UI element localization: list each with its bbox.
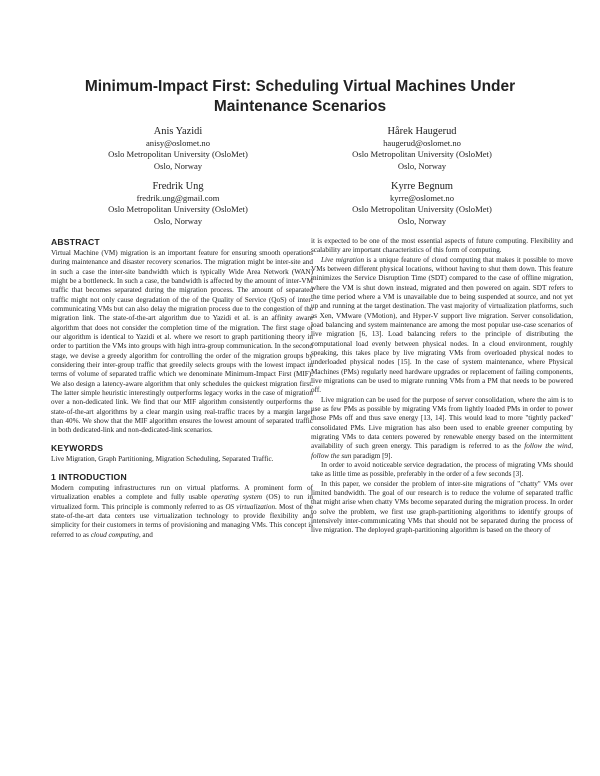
body-paragraph: In this paper, we consider the problem of inter-site migrations of "chatty" VMs over limited bandwidth. The goal of our research is to reduce the volume of separated traffic that might arise when chatty VMs become separated during the migration process. In order to solve the problem, we first use graph-partitioning algorithms to identify groups of intensively inter-communicating VMs that should not be separated during the process of live migration. The deployed graph-partitioning algorithm is based on the theory of [311,479,573,535]
author-block-2 [302,125,542,172]
author-email: haugerud@oslomet.no [383,138,461,148]
author-affiliation: Oslo Metropolitan University (OsloMet) [108,204,248,215]
author-email: fredrik.ung@gmail.com [136,193,220,203]
author-block-1 [58,125,298,172]
author-email: kyrre@oslomet.no [390,193,454,203]
body-paragraph: In order to avoid noticeable service degradation, the process of migrating VMs should take as little time as possible, preferably in the order of a few seconds [3]. [311,460,573,479]
author-affiliation: Oslo Metropolitan University (OsloMet) [352,149,492,160]
author-block-4 [302,180,542,227]
author-location: Oslo, Norway [153,160,203,171]
author-name: Kyrre Begnum [390,181,454,192]
keywords-heading: KEYWORDS [51,442,104,453]
author-affiliation: Oslo Metropolitan University (OsloMet) [108,149,248,160]
author-name: Fredrik Ung [152,181,204,192]
abstract-heading: ABSTRACT [51,237,100,247]
author-name: Hårek Haugerud [387,126,457,137]
right-column [311,237,573,536]
author-location: Oslo, Norway [397,160,447,171]
body-paragraph: it is expected to be one of the most essential aspects of future computing. Flexibility and scalability are important characteristics of this form of computing. [311,237,573,255]
author-location: Oslo, Norway [397,215,447,226]
author-affiliation: Oslo Metropolitan University (OsloMet) [352,204,492,215]
author-name: Anis Yazidi [153,126,203,137]
keywords-text: Live Migration, Graph Partitioning, Migration Scheduling, Separated Traffic. [51,454,274,463]
author-block-3 [58,180,298,227]
abstract-text: Virtual Machine (VM) migration is an important feature for ensuring smooth operations during maintenance and disaster recovery scenarios. The migration might be inter-site and in such a case the inter-site bandwidth which is typically Wide Area Network (WAN) might be a bottleneck. In such a case, the bandwidth is affected by the amount of inter-VM traffic that becomes separated during the migration process. The amount of separated traffic might not only cause degradation of the of the Quality of Service (QoS) of inter-communicating VMs but can also delay the migration process due to the congestion of the migration link. The state-of-the-art algorithm due to Yazidi et al. is an affinity aware algorithm that does not consider the completion time of the migration. The first stage of our algorithm is identical to Yazidi et al. where we resort to graph partitioning theory in order to partition the VMs into groups with high intra-group communication. In the second stage, we devise a greedy algorithm for controlling the order of the migration groups by considering their inter-group traffic that greedily selects groups with the lowest impact in terms of volume of separated traffic which we denominate Minimum-Impact First (MIF). We also design a latency-aware algorithm that only schedules the quickest migration first. The latter simple heuristic interestingly outperforms legacy works in the case of migration over a non-dedicated link. We find that our MIF algorithm consistently outperforms the state-of-the-art algorithms by a clear margin using real-traffic traces by a margin larger than 40%. We show that the MIF algorithm ensures the lowest amount of separated traffic in both dedicated-link and non-dedicated-link scenarios. [51,249,313,435]
body-paragraph: Live migration is a unique feature of cloud computing that makes it possible to move VMs between different physical locations, without having to shut them down. This feature minimizes the Service Disruption Time (SDT) compared to the case of offline migration, where the VM is shut down instead, migrated and then powered on again. SDT refers to the time period where a VM is unavailable due to being suspended at source, and not yet up and running at the target destination. The vast majority of virtualization platforms, such as Xen, VMware (VMotion), and Hyper-V support live migration. Server consolidation, load balancing and system maintenance are among the most popular use-case scenarios of live migration [6, 13]. Load balancing refers to the principle of distributing the computational load evenly between physical nodes. In a cloud environment, roughly speaking, this takes place by live migrating VMs from overloaded physical nodes to underloaded physical nodes [15]. In the case of system maintenance, where Physical Machines (PMs) regularly need hardware upgrades or replacement of failing components, live migrations can be used to migrate running VMs from a PM that needs to be powered off. [311,255,573,395]
author-location: Oslo, Norway [153,215,203,226]
introduction-heading: 1 INTRODUCTION [51,471,127,482]
left-column [51,237,313,540]
introduction-paragraph: Modern computing infrastructures run on virtual platforms. A prominent form of virtualization enables a complete and fully usable operating system (OS) to run in virtualized form. This principle is commonly referred to as OS virtualization. Most of the state-of-the-art data centers use virtualization technology to provide flexibility and simplicity for their customers in terms of provisioning and managing VMs. This concept is referred to as cloud computing, and [51,483,313,539]
body-paragraph: Live migration can be used for the purpose of server consolidation, where the aim is to use as few PMs as possible by migrating VMs from lightly loaded PMs in order to power those PMs off and thus save energy [13, 14]. This would lead to more "tightly packed" consolidated PMs. Live migration has also been used to enable greener computing by migrating VMs to data centers powered by renewable energy based on the intermittent availability of such green energy. This paradigm is referred to as the follow the wind, follow the sun paradigm [9]. [311,395,573,460]
author-email: anisy@oslomet.no [145,138,210,148]
paper-title: Minimum-Impact First: Scheduling Virtual Machines Under Maintenance Scenarios [84,78,516,115]
